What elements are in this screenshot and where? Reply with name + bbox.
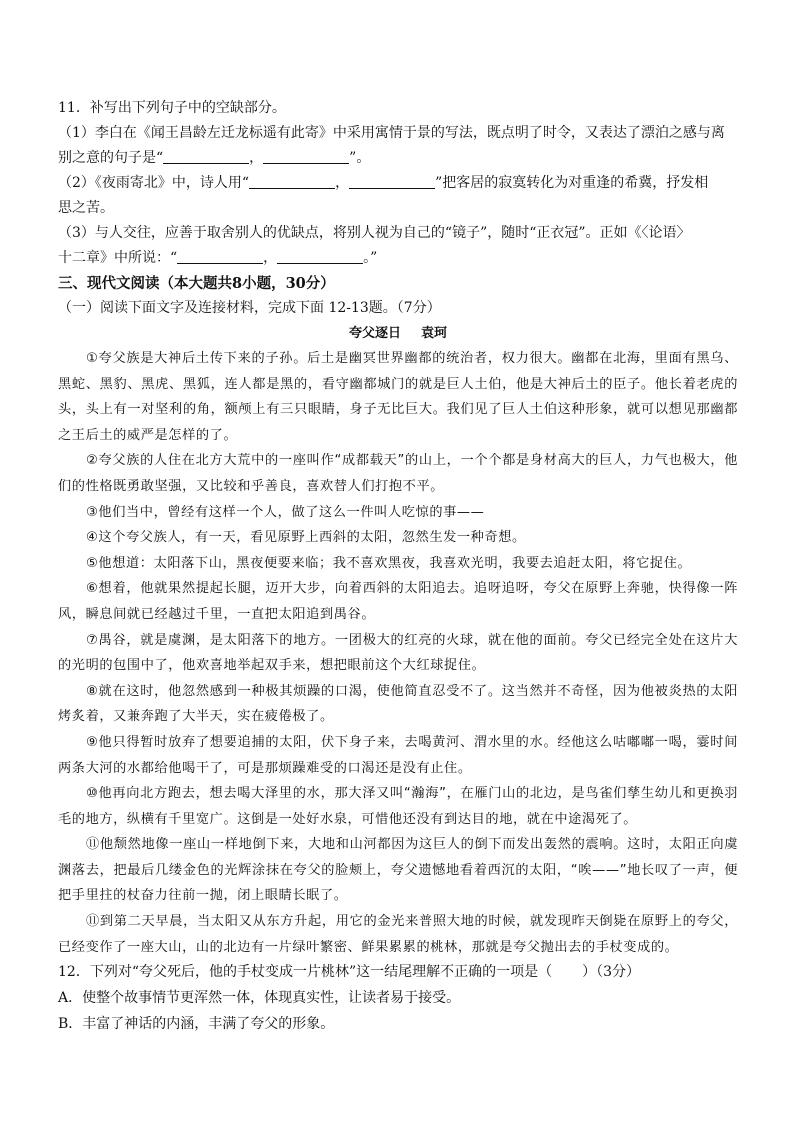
q11-stem: 11．补写出下列句子中的空缺部分。 bbox=[58, 100, 286, 116]
paragraph: ⑪他颓然地像一座山一样地倒下来，大地和山河都因为这巨人的倒下而发出轰然的震响。这时，太阳正向虞渊落去，把最后几缕金色的光辉涂抹在夸父的脸颊上，夸父遗憾地看着西沉的太阳，“唉——”地长叹了一声，便把手里拄的杖奋力往前一抛，闭上眼睛长眠了。 bbox=[58, 837, 738, 904]
paragraph: ⑩他再向北方跑去，想去喝大泽里的水，那大泽又叫“瀚海”，在雁门山的北边，是鸟雀们孳生幼儿和更换羽毛的地方，纵横有千里宽广。这倒是一处好水泉，可惜他还没有到达目的地，就在中途渴死了。 bbox=[58, 786, 738, 827]
q11-item2-line1: （2）《夜雨寄北》中，诗人用“ ， ”把客居的寂寞转化为对重逢的希冀，抒发相 bbox=[58, 175, 709, 191]
answer-blank[interactable] bbox=[277, 249, 363, 264]
exam-page bbox=[58, 96, 738, 1037]
q12-option-a: A．使整个故事情节更浑然一体，体现真实性，让读者易于接受。 bbox=[58, 990, 461, 1007]
answer-blank[interactable] bbox=[177, 249, 263, 264]
paragraph: ⑤他想道：太阳落下山，黑夜便要来临；我不喜欢黑夜，我喜欢光明，我要去追赶太阳，将它捉住。 bbox=[86, 555, 692, 571]
article-title bbox=[58, 321, 738, 346]
answer-blank[interactable] bbox=[249, 174, 335, 189]
paragraph: ⑧就在这时，他忽然感到一种极其烦躁的口渴，使他简直忍受不了。这当然并不奇怪，因为他被炎热的太阳烤炙着，又兼奔跑了大半天，实在疲倦极了。 bbox=[58, 683, 738, 725]
section-subheading: （一）阅读下面文字及连接材料，完成下面 12-13题。（7分） bbox=[58, 300, 441, 316]
paragraph: ⑪到第二天早晨，当太阳又从东方升起，用它的金光来普照大地的时候，就发现昨天倒毙在原野上的夸父，已经变作了一座大山，山的北边有一片绿叶繁密、鲜果累累的桃林，那就是夸父抛出去的手杖变成的。 bbox=[58, 914, 738, 955]
paragraph: ②夸父族的人住在北方大荒中的一座叫作“成都载天”的山上，一个个都是身材高大的巨人，力气也极大，他们的性格既勇敢坚强，又比较和乎善良，喜欢替人们打抱不平。 bbox=[58, 453, 738, 494]
section-heading: 三、现代文阅读（本大题共8小题，30分） bbox=[58, 275, 335, 292]
paragraph: ④这个夸父族人，有一天，看见原野上西斜的太阳，忽然生发一种奇想。 bbox=[86, 530, 526, 546]
answer-blank[interactable] bbox=[163, 149, 249, 164]
article-author: 袁珂 bbox=[421, 326, 448, 341]
answer-blank[interactable] bbox=[349, 174, 435, 189]
q11-item1-line2: 别之意的句子是“ ， ”。 bbox=[58, 150, 371, 166]
paragraph: ③他们当中，曾经有这样一个人，做了这么一件叫人吃惊的事—— bbox=[86, 504, 485, 520]
paragraph: ①夸父族是大神后土传下来的子孙。后土是幽冥世界幽都的统治者，权力很大。幽都在北海，里面有黑乌、黑蛇、黑豹、黑虎、黑狐，连人都是黑的，看守幽都城门的就是巨人土伯，他是大神后土的臣子。他长着老虎的头，头上有一对坚利的角，额颅上有三只眼睛，身子无比巨大。我们见了巨人土伯这种形象，就可以想见那幽都之王后土的威严是怎样的了。 bbox=[58, 351, 738, 443]
q11-item3-line2: 十二章》中所说：“ ， 。” bbox=[58, 250, 378, 266]
q12-stem: 12．下列对“夸父死后，他的手杖变成一片桃林”这一结尾理解不正确的一项是（ ）（3分） bbox=[58, 964, 641, 981]
paragraph: ⑦禺谷，就是虞渊，是太阳落下的地方。一团极大的红亮的火球，就在他的面前。夸父已经完全处在这片大的光明的包围中了，他欢喜地举起双手来，想把眼前这个大红球捉住。 bbox=[58, 632, 738, 674]
answer-blank[interactable] bbox=[263, 149, 349, 164]
paragraph: ⑨他只得暂时放弃了想要追捕的太阳，伏下身子来，去喝黄河、渭水里的水。经他这么咕嘟嘟一喝，霎时间两条大河的水都给他喝干了，可是那烦躁难受的口渴还是没有止住。 bbox=[58, 734, 738, 776]
q11-item3-line1: （3）与人交往，应善于取舍别人的优缺点，将别人视为自己的“镜子”，随时“正衣冠”。正如《〈论语〉 bbox=[58, 225, 691, 241]
paragraph: ⑥想着，他就果然提起长腿，迈开大步，向着西斜的太阳追去。追呀追呀，夸父在原野上奔驰，快得像一阵风，瞬息间就已经越过千里，一直把太阳追到禺谷。 bbox=[58, 581, 738, 622]
article-title-text: 夸父逐日 bbox=[348, 326, 401, 341]
q11-item1-line1: （1）李白在《闻王昌龄左迁龙标遥有此寄》中采用寓情于景的写法，既点明了时令，又表达了漂泊之感与离 bbox=[58, 125, 725, 141]
q12-option-b: B．丰富了神话的内涵，丰满了夸父的形象。 bbox=[58, 1016, 335, 1033]
q11-item2-line2: 思之苦。 bbox=[58, 200, 114, 216]
